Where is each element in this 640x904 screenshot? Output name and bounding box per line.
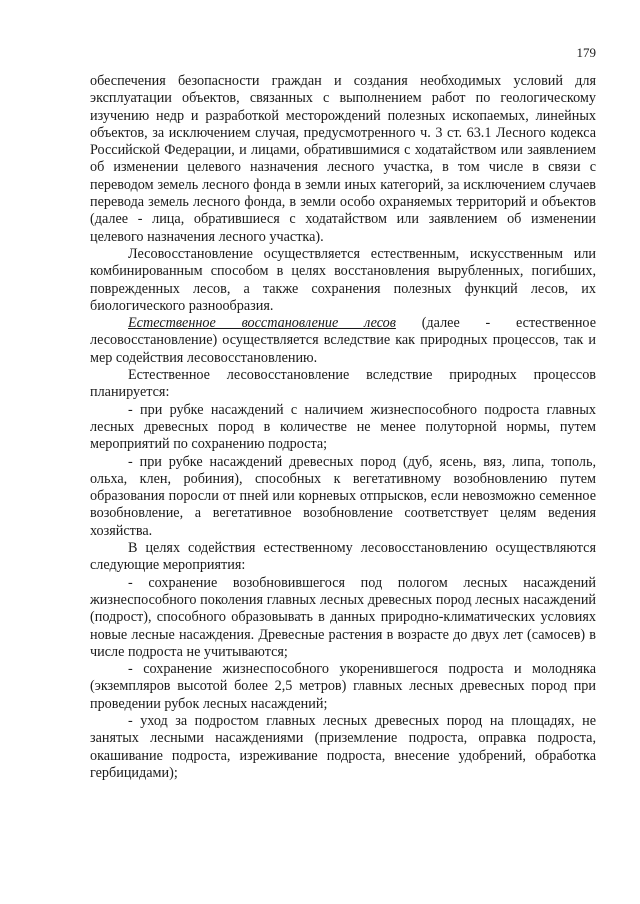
paragraph-2: Лесовосстановление осуществляется естественным, искусственным или комбинированным способом в целях восстановления вырубленных, погибших, поврежденных лесов, а также сохранения полезных функций лесов, их биологического разнообразия. [90,245,596,314]
paragraph-1: обеспечения безопасности граждан и создания необходимых условий для эксплуатации объектов, связанных с выполнением работ по геологическому изучению недр и разработкой месторождений полезных ископаемых, линейных объектов, за исключением случая, предусмотренного ч. 3 ст. 63.1 Лесного кодекса Российской Федерации, и лицами, обратившимися с ходатайством или заявлением об изменении целевого назначения лесного участка, в том числе в связи с переводом земель лесного фонда в земли иных категорий, за исключением случаев перевода земель лесного фонда, в земли особо охраняемых территорий и объектов (далее - лица, обратившиеся с ходатайством или заявлением об изменении целевого назначения лесного участка). [90,73,596,245]
paragraph-7: В целях содействия естественному лесовосстановлению осуществляются следующие мероприятия: [90,540,596,574]
list-item-5: - уход за подростом главных лесных древесных пород на площадях, не занятых лесными насаждениями (приземление подроста, оправка подроста, окашивание подроста, изреживание подроста, внесение удобрений, обработка гербицидами); [90,712,596,781]
document-page [90,0,596,904]
list-item-1: - при рубке насаждений с наличием жизнеспособного подроста главных лесных древесных пород в количестве не менее полуторной нормы, путем мероприятий по сохранению подроста; [90,401,596,453]
list-item-2: - при рубке насаждений древесных пород (дуб, ясень, вяз, липа, тополь, ольха, клен, робиния), способных к вегетативному возобновлению путем образования поросли от пней или корневых отпрысков, если невозможно семенное возобновление, а вегетативное возобновление соответствует целям ведения хозяйства. [90,453,596,539]
paragraph-3-text: (далее - естественное лесовосстановление) осуществляется вследствие как природных процессов, так и мер содействия лесовосстановлению. [90,315,596,366]
paragraph-4: Естественное лесовосстановление вследствие природных процессов планируется: [90,367,596,401]
paragraph-3 [90,315,596,367]
page-number: 179 [576,45,596,60]
list-item-4: - сохранение жизнеспособного укоренившегося подроста и молодняка (экземпляров высотой более 2,5 метров) главных лесных древесных пород при проведении рубок лесных насаждений; [90,661,596,712]
defined-term: Естественное восстановление лесов [128,315,396,332]
document-body [90,73,596,782]
list-item-3: - сохранение возобновившегося под пологом лесных насаждений жизнеспособного поколения главных лесных древесных пород лесных насаждений (подрост), способного образовывать в данных природно-климатических условиях новые лесные насаждения. Древесные растения в возрасте до двух лет (самосев) в числе подроста не учитываются; [90,574,596,660]
